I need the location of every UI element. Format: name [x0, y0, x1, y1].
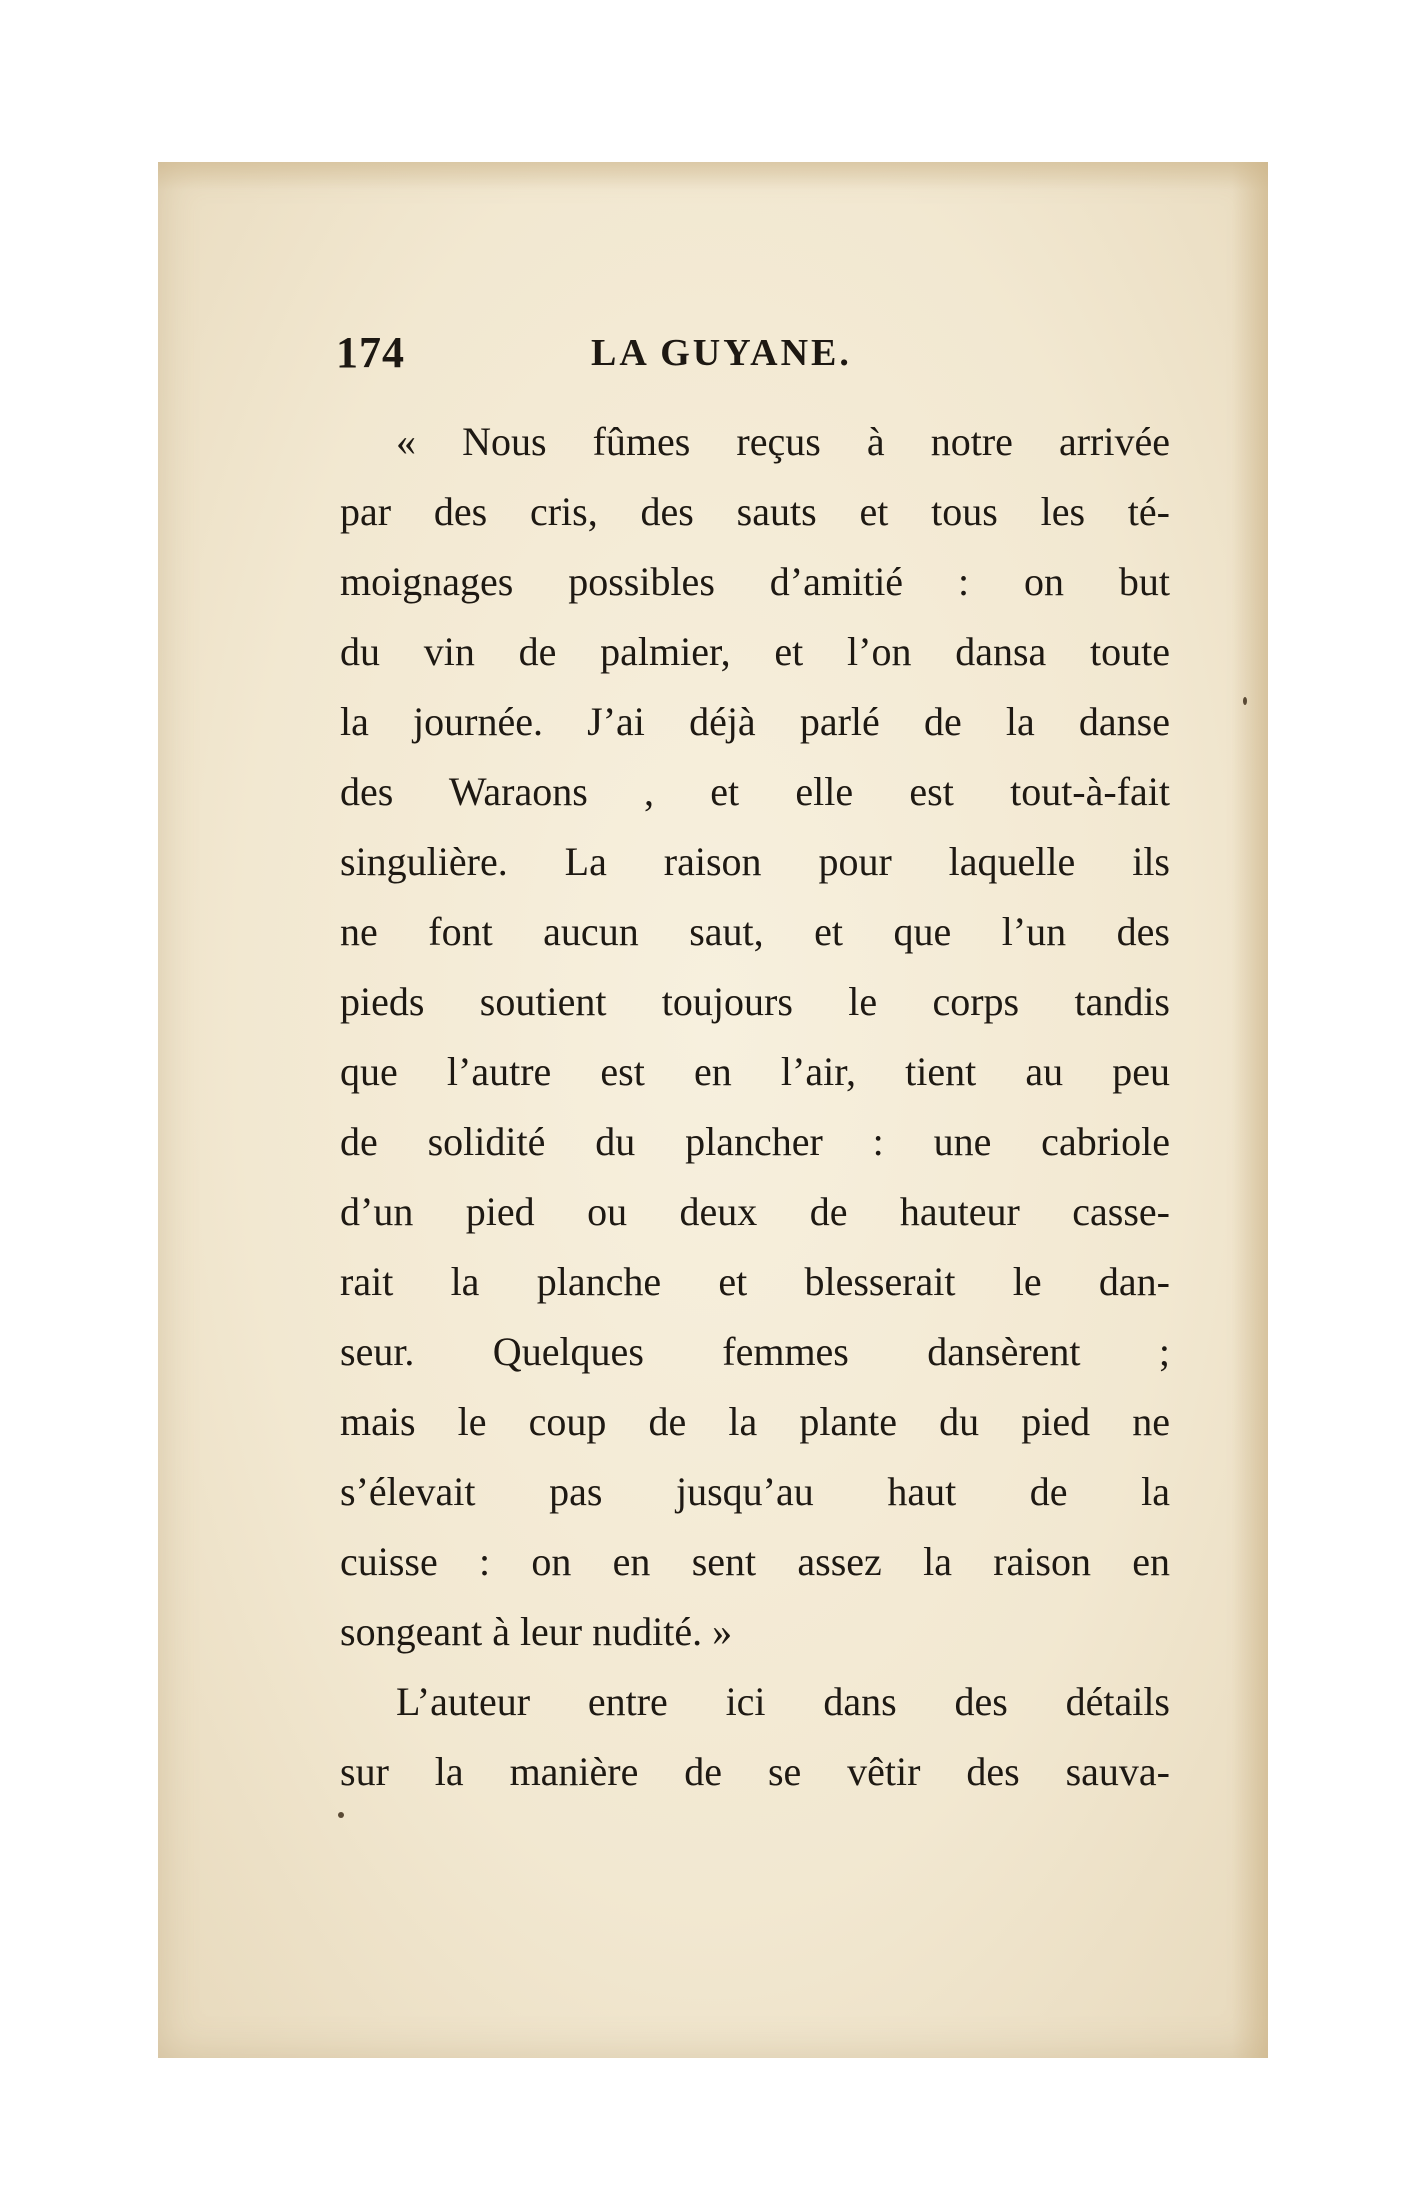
text-line: moignages possibles d’amitié : on but	[340, 559, 1170, 604]
text-line: par des cris, des sauts et tous les té-	[340, 489, 1170, 534]
text-line: du vin de palmier, et l’on dansa toute	[340, 629, 1170, 674]
text-line: que l’autre est en l’air, tient au peu	[340, 1049, 1170, 1094]
running-title: LA GUYANE.	[591, 332, 852, 374]
body-text	[340, 407, 1170, 1807]
text-line: rait la planche et blesserait le dan-	[340, 1259, 1170, 1304]
text-line: cuisse : on en sent assez la raison en	[340, 1539, 1170, 1584]
paper-speck	[338, 1812, 344, 1818]
page-top-shading	[158, 162, 1268, 190]
text-line: pieds soutient toujours le corps tandis	[340, 979, 1170, 1024]
text-line: s’élevait pas jusqu’au haut de la	[340, 1469, 1170, 1514]
text-line: la journée. J’ai déjà parlé de la danse	[340, 699, 1170, 744]
text-line: « Nous fûmes reçus à notre arrivée	[396, 419, 1170, 464]
text-line: L’auteur entre ici dans des détails	[396, 1679, 1170, 1724]
text-line: d’un pied ou deux de hauteur casse-	[340, 1189, 1170, 1234]
paper-speck	[1243, 697, 1247, 705]
text-line: mais le coup de la plante du pied ne	[340, 1399, 1170, 1444]
page-header	[336, 327, 926, 397]
text-line: songeant à leur nudité. »	[340, 1609, 733, 1654]
book-page	[158, 162, 1268, 2058]
page-right-edge-shading	[1232, 162, 1268, 2058]
page-number: 174	[336, 328, 405, 377]
text-line: singulière. La raison pour laquelle ils	[340, 839, 1170, 884]
text-line: de solidité du plancher : une cabriole	[340, 1119, 1170, 1164]
text-line: ne font aucun saut, et que l’un des	[340, 909, 1170, 954]
text-line: des Waraons , et elle est tout-à-fait	[340, 769, 1170, 814]
text-line: sur la manière de se vêtir des sauva-	[340, 1749, 1170, 1794]
text-line: seur. Quelques femmes dansèrent ;	[340, 1329, 1170, 1374]
